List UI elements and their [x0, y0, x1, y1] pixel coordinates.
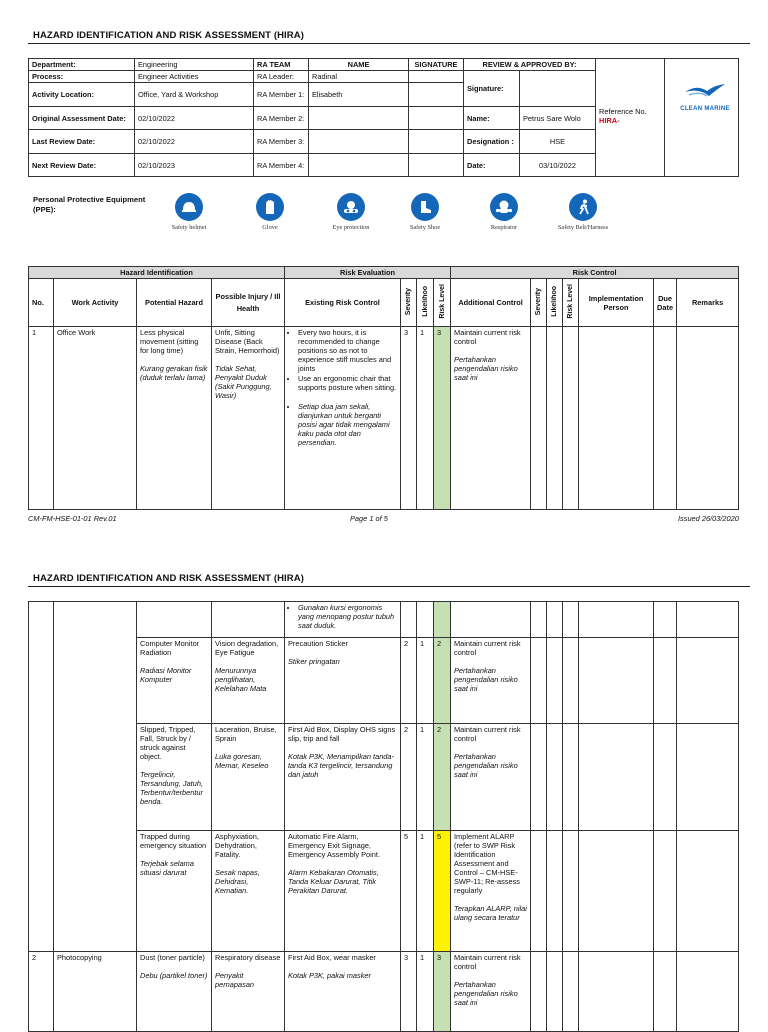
col-risk-level-2: Risk Level [563, 279, 579, 327]
row-likelihood: 1 [417, 724, 434, 831]
hazard-en: Less physical movement (sitting for long time) [140, 328, 199, 355]
hazard-id: Tergelincir, Tersandung, Jatuh, Terbentur/terbentur benda. [140, 770, 204, 806]
hazard-identification-header: Hazard Identification [29, 267, 285, 279]
review-approved-header: REVIEW & APPROVED BY: [464, 59, 596, 71]
ppe-safety-harness [548, 193, 618, 231]
additional-en: Maintain current risk control [454, 328, 521, 346]
ppe-safety-shoe [390, 193, 460, 231]
existing-control-item: • Gunakan kursi ergonomis yang menopang postur tubuh saat duduk. [298, 603, 397, 630]
row-activity: Office Work [54, 327, 137, 510]
existing-id: Kotak P3K, Menampilkan tanda-tanda K3 tergelincir, tersandung dan jatuh [288, 752, 394, 779]
name-value: Petrus Sare Wolo [520, 107, 596, 130]
bird-logo-icon [683, 82, 727, 100]
ra-member2-name [309, 107, 409, 130]
table-row [29, 952, 739, 1032]
name-header: NAME [309, 59, 409, 71]
form-number: CM-FM-HSE-01-01 Rev.01 [28, 514, 117, 523]
ppe-label-harness: Safety Belt/Harness [557, 224, 609, 231]
ppe-glove [235, 193, 305, 231]
row-risk-level: 3 [434, 327, 451, 510]
date-label: Date: [464, 154, 520, 177]
last-review-value: 02/10/2022 [135, 130, 254, 154]
hazard-id: Kurang gerakan fisik (duduk terlalu lama) [140, 364, 208, 382]
title-rule [28, 43, 750, 44]
ppe-label-shoe: Safety Shoe [409, 224, 441, 231]
hira-table-page1 [28, 266, 739, 510]
existing-control-item: • Use an ergonomic chair that supports posture when sitting. [298, 374, 397, 392]
signature-value [520, 71, 596, 107]
hazard-id: Radiasi Monitor Komputer [140, 666, 192, 684]
ppe-section [33, 193, 733, 241]
signature-header: SIGNATURE [409, 59, 464, 71]
risk-evaluation-header: Risk Evaluation [285, 267, 451, 279]
page-number: Page 1 of 5 [350, 514, 388, 523]
row-hazard [137, 327, 212, 510]
injury-en: Asphyxiation, Dehydration, Fatality. [215, 832, 259, 859]
respirator-icon [490, 193, 518, 221]
ppe-label: Personal Protective Equipment (PPE): [33, 195, 146, 214]
injury-en: Unfit, Sitting Disease (Back Strain, Hemorrhoid) [215, 328, 280, 355]
ra-member2-signature [409, 107, 464, 130]
hazard-id: Terjebak selama situasi darurat [140, 859, 194, 877]
ppe-eye-protection [316, 193, 386, 231]
goggles-icon [337, 193, 365, 221]
process-value: Engineer Activities [135, 71, 254, 83]
ra-member3-label: RA Member 3: [254, 130, 309, 154]
row-no: 1 [29, 327, 54, 510]
harness-icon [569, 193, 597, 221]
row-existing-control [285, 602, 401, 638]
department-label: Department: [29, 59, 135, 71]
hira-table-page2 [28, 601, 739, 1032]
row-activity: Photocopying [54, 952, 137, 1032]
injury-id: Tidak Sehat, Penyakit Duduk (Sakit Punggung, Wasir) [215, 364, 272, 400]
ra-leader-label: RA Leader: [254, 71, 309, 83]
injury-id: Menurunnya penglihatan, Kelelahan Mata [215, 666, 267, 693]
injury-en: Respiratory disease [215, 953, 281, 962]
ra-member4-name [309, 154, 409, 177]
existing-en: First Aid Box, Display OHS signs slip, trip and fall [288, 725, 396, 743]
existing-id: Alarm Kebakaran Otomatis, Tanda Keluar Darurat, Titik Perakitan Darurat. [288, 868, 379, 895]
hazard-en: Slipped, Tripped, Fall, Struck by / struck against object. [140, 725, 196, 761]
existing-id: Kotak P3K, pakai masker [288, 971, 371, 980]
row-risk-level: 2 [434, 638, 451, 724]
location-value: Office, Yard & Workshop [135, 83, 254, 107]
ppe-label-respirator: Respirator [490, 224, 518, 231]
additional-id: Terapkan ALARP, nilai ulang secara teratur [454, 904, 527, 922]
ra-member3-signature [409, 130, 464, 154]
helmet-icon [175, 193, 203, 221]
col-due-date: Due Date [654, 279, 677, 327]
signature-label: Signature: [464, 71, 520, 107]
row-no: 2 [29, 952, 54, 1032]
glove-icon [256, 193, 284, 221]
injury-id: Sesak napas, Dehidrasi, Kematian. [215, 868, 260, 895]
row-injury [212, 327, 285, 510]
additional-id: Pertahankan pengendalian risiko saat ini [454, 752, 518, 779]
additional-id: Pertahankan pengendalian risiko saat ini [454, 355, 518, 382]
row-risk-level: 2 [434, 724, 451, 831]
col-remarks: Remarks [677, 279, 739, 327]
table-row [29, 327, 739, 510]
col-potential-hazard: Potential Hazard [137, 279, 212, 327]
col-likelihood: Likelihoo [417, 279, 434, 327]
designation-label: Designation : [464, 130, 520, 154]
col-existing-control: Existing Risk Control [285, 279, 401, 327]
location-label: Activity Location: [29, 83, 135, 107]
issued-date: Issued 26/03/2020 [678, 514, 739, 523]
row-additional-control [451, 327, 531, 510]
row-severity: 3 [401, 952, 417, 1032]
row-risk-level: 5 [434, 831, 451, 952]
col-implementation-person: Implementation Person [579, 279, 654, 327]
ppe-safety-helmet [154, 193, 224, 231]
col-work-activity: Work Activity [54, 279, 137, 327]
logo-cell [665, 59, 739, 177]
next-review-label: Next Review Date: [29, 154, 135, 177]
logo-text: CLEAN MARINE [680, 106, 730, 112]
existing-en: Automatic Fire Alarm, Emergency Exit Signage, Emergency Assembly Point. [288, 832, 381, 859]
existing-control-item: • Every two hours, it is recommended to change positions so as not to experience stiff muscles and joints [298, 328, 397, 373]
department-value: Engineering [135, 59, 254, 71]
reference-value: HIRA- [599, 115, 620, 125]
injury-id: Penyakit pernapasan [215, 971, 255, 989]
name-label: Name: [464, 107, 520, 130]
ppe-respirator [469, 193, 539, 231]
ra-member2-label: RA Member 2: [254, 107, 309, 130]
row-likelihood: 1 [417, 952, 434, 1032]
col-possible-injury: Possible Injury / Ill Health [212, 279, 285, 327]
company-logo [672, 82, 738, 112]
ra-leader-name: Radinal [309, 71, 409, 83]
row-severity: 2 [401, 724, 417, 831]
injury-id: Luka goresan, Memar, Keseleo [215, 752, 269, 770]
additional-id: Pertahankan pengendalian risiko saat ini [454, 980, 518, 1007]
ppe-label-glove: Glove [262, 224, 278, 231]
ra-member4-label: RA Member 4: [254, 154, 309, 177]
existing-en: Precaution Sticker [288, 639, 348, 648]
row-risk-level: 3 [434, 952, 451, 1032]
existing-en: First Aid Box, wear masker [288, 953, 376, 962]
existing-id: Stiker pringatan [288, 657, 340, 666]
title-rule-page2 [28, 586, 750, 587]
reference-label: Reference No. [599, 106, 647, 116]
additional-en: Maintain current risk control [454, 725, 521, 743]
col-severity-2: Severity [531, 279, 547, 327]
date-value: 03/10/2022 [520, 154, 596, 177]
row-severity: 3 [401, 327, 417, 510]
col-risk-level: Risk Level [434, 279, 451, 327]
row-severity: 5 [401, 831, 417, 952]
hazard-id: Debu (partikel toner) [140, 971, 208, 980]
designation-value: HSE [520, 130, 596, 154]
next-review-value: 02/10/2023 [135, 154, 254, 177]
row-likelihood: 1 [417, 327, 434, 510]
col-severity: Severity [401, 279, 417, 327]
ra-member1-name: Elisabeth [309, 83, 409, 107]
ppe-label-helmet: Safety helmet [171, 224, 207, 231]
additional-en: Maintain current risk control [454, 953, 521, 971]
additional-id: Pertahankan pengendalian risiko saat ini [454, 666, 518, 693]
col-likelihood-2: Likelihoo [547, 279, 563, 327]
last-review-label: Last Review Date: [29, 130, 135, 154]
ra-member1-label: RA Member 1: [254, 83, 309, 107]
row-severity: 2 [401, 638, 417, 724]
injury-en: Vision degradation, Eye Fatigue [215, 639, 279, 657]
ra-member4-signature [409, 154, 464, 177]
ra-leader-signature [409, 71, 464, 83]
risk-control-header: Risk Control [451, 267, 739, 279]
ra-member3-name [309, 130, 409, 154]
existing-control-item: • Setiap dua jam sekali, dianjurkan untuk berganti posisi agar tidak mengalami kaku pada otot dan persendian. [298, 402, 397, 447]
boot-icon [411, 193, 439, 221]
additional-en: Implement ALARP (refer to SWP Risk Identification Assessment and Control – CM-HSE-SWP-11; Re-assess regularly [454, 832, 520, 895]
hazard-en: Trapped during emergency situation [140, 832, 207, 850]
table-row [29, 602, 739, 638]
ppe-label-eye: Eye protection [332, 224, 370, 231]
col-additional-control: Additional Control [451, 279, 531, 327]
info-table [28, 58, 739, 177]
document-title: HAZARD IDENTIFICATION AND RISK ASSESSMENT (HIRA) [33, 30, 304, 41]
hazard-en: Dust (toner particle) [140, 953, 205, 962]
process-label: Process: [29, 71, 135, 83]
original-date-label: Original Assessment Date: [29, 107, 135, 130]
row-likelihood: 1 [417, 638, 434, 724]
hazard-en: Computer Monitor Radiation [140, 639, 200, 657]
additional-en: Maintain current risk control [454, 639, 521, 657]
col-no: No. [29, 279, 54, 327]
injury-en: Laceration, Bruise, Sprain [215, 725, 277, 743]
row-existing-control [285, 327, 401, 510]
original-date-value: 02/10/2022 [135, 107, 254, 130]
ra-team-header: RA TEAM [254, 59, 309, 71]
document-title-page2: HAZARD IDENTIFICATION AND RISK ASSESSMENT (HIRA) [33, 573, 304, 584]
row-likelihood: 1 [417, 831, 434, 952]
ra-member1-signature [409, 83, 464, 107]
